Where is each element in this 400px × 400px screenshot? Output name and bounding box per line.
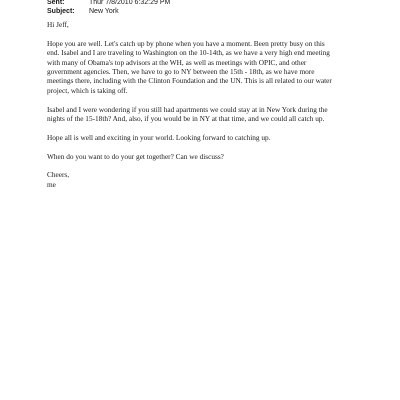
sent-label: Sent: xyxy=(47,0,65,6)
paragraph-line: meetings there, including with the Clinton Foundation and the UN. This is all related to our water xyxy=(47,76,332,86)
paragraph-1 xyxy=(47,39,365,95)
paragraph-line: project, which is taking off. xyxy=(47,85,128,95)
sent-row xyxy=(47,0,387,7)
paragraph-4 xyxy=(47,152,365,161)
closing: Cheers, xyxy=(47,170,70,180)
email-header xyxy=(47,0,387,16)
paragraph-line: Hope you are well. Let's catch up by phone when you have a moment. Been pretty busy on this xyxy=(47,38,325,48)
sent-value: Thur 7/8/2010 6:32:29 PM xyxy=(89,0,171,6)
signature: me xyxy=(47,179,56,189)
subject-row xyxy=(47,7,387,16)
paragraph-2 xyxy=(47,105,365,124)
paragraph-line: Isabel and I were wondering if you still had apartments we could stay at in New York during the xyxy=(47,104,328,114)
paragraph-line: end. Isabel and I are traveling to Washington on the 10-14th, as we have a very high end meeting xyxy=(47,48,330,58)
email-body xyxy=(47,20,365,189)
sign-off xyxy=(47,170,365,189)
subject-value: New York xyxy=(89,8,119,15)
paragraph-3 xyxy=(47,133,365,142)
paragraph-line: When do you want to do your get together? Can we discuss? xyxy=(47,151,224,161)
greeting: Hi Jeff, xyxy=(47,20,69,29)
paragraph-line: nights of the 15-18th? And, also, if you would be in NY at that time, and we could all catch up. xyxy=(47,114,325,124)
paragraph-line: government agencies. Then, we have to go to NY between the 15th - 18th, as we have more xyxy=(47,67,315,77)
paragraph-line: with many of Obama's top advisors at the WH, as well as meetings with OPIC, and other xyxy=(47,57,307,67)
subject-label: Subject: xyxy=(47,8,75,15)
paragraph-line: Hope all is well and exciting in your world. Looking forward to catching up. xyxy=(47,132,271,142)
